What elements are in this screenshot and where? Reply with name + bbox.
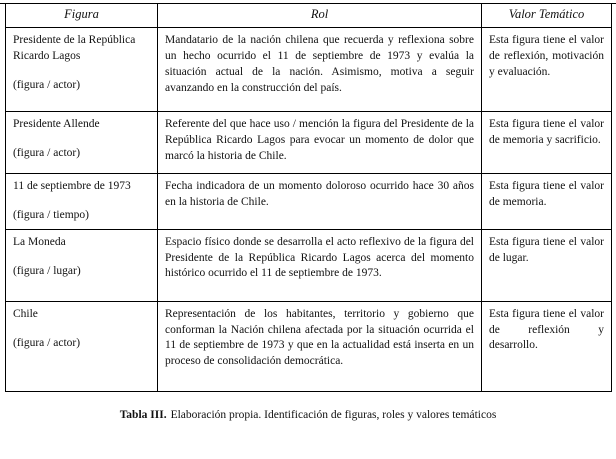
valor-cell: Esta figura tiene el valor de reflexión, motivación y evaluación. xyxy=(482,28,612,112)
figura-cell xyxy=(6,28,158,112)
figura-cell xyxy=(6,112,158,174)
figura-type: (figura / tiempo) xyxy=(13,208,90,221)
caption-text: Elaboración propia. Identificación de figuras, roles y valores temáticos xyxy=(170,408,497,421)
valor-cell: Esta figura tiene el valor de reflexión y desarrollo. xyxy=(482,301,612,391)
figura-type: (figura / actor) xyxy=(13,336,81,349)
header-valor-tematico: Valor Temático xyxy=(482,4,612,28)
figura-name: Presidente Allende xyxy=(13,118,100,130)
valor-cell: Esta figura tiene el valor de memoria. xyxy=(482,174,612,230)
figura-cell xyxy=(6,174,158,230)
figura-cell xyxy=(6,301,158,391)
table-row xyxy=(6,112,612,174)
table-row xyxy=(6,28,612,112)
rol-cell: Espacio físico donde se desarrolla el acto reflexivo de la figura del Presidente de la República Ricardo Lagos acerca del momento histórico ocurrido el 11 de septiembre de 1973. xyxy=(158,229,482,301)
figura-cell xyxy=(6,229,158,301)
figura-type: (figura / lugar) xyxy=(13,264,81,277)
rol-cell: Fecha indicadora de un momento doloroso ocurrido hace 30 años en la historia de Chile. xyxy=(158,174,482,230)
document-page xyxy=(0,3,616,459)
valor-cell: Esta figura tiene el valor de lugar. xyxy=(482,229,612,301)
figura-name: Presidente de la República Ricardo Lagos xyxy=(13,34,136,62)
figura-name: 11 de septiembre de 1973 xyxy=(13,180,131,192)
valor-cell: Esta figura tiene el valor de memoria y sacrificio. xyxy=(482,112,612,174)
header-figura: Figura xyxy=(6,4,158,28)
figura-name: Chile xyxy=(13,307,38,320)
figura-type: (figura / actor) xyxy=(13,78,81,91)
table-header-row xyxy=(6,4,612,28)
header-rol: Rol xyxy=(158,4,482,28)
table-row xyxy=(6,174,612,230)
rol-cell: Representación de los habitantes, territorio y gobierno que conforman la Nación chilena afectada por la situación ocurrida el 11 de septiembre de 1973 y que en la actualidad está inserta en un proceso de consolidación democrática. xyxy=(158,301,482,391)
figures-table xyxy=(5,3,612,392)
table-row xyxy=(6,301,612,391)
table-row xyxy=(6,229,612,301)
caption-label: Tabla III. xyxy=(119,408,167,421)
figura-name: La Moneda xyxy=(13,235,66,248)
rol-cell: Mandatario de la nación chilena que recuerda y reflexiona sobre un hecho ocurrido el 11 de septiembre de 1973 y evalúa la situación actual de la nación. Asimismo, motiva a seguir avanzando en la construcción del país. xyxy=(158,28,482,112)
table-caption xyxy=(0,409,616,421)
figura-type: (figura / actor) xyxy=(13,146,81,159)
rol-cell: Referente del que hace uso / mención la figura del Presidente de la República Ricardo Lagos para evocar un momento de dolor que marcó la historia de Chile. xyxy=(158,112,482,174)
